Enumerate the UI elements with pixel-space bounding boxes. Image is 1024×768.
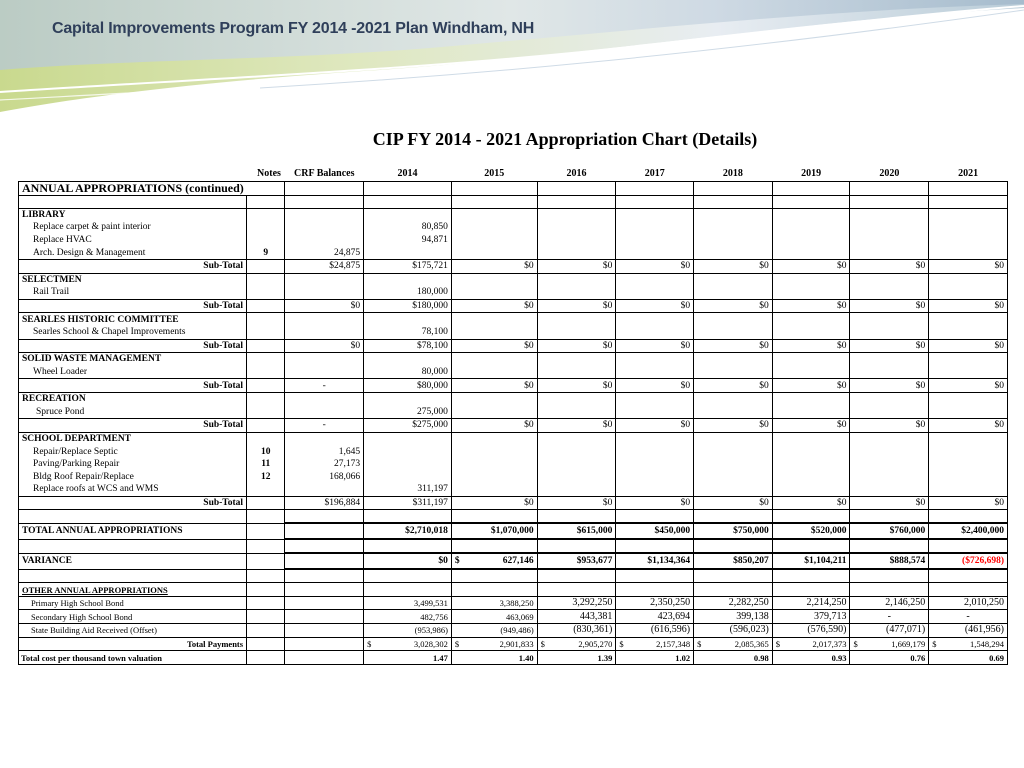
value-2014: 94,871 (364, 234, 452, 247)
payment-amount: 2,905,270 (578, 638, 613, 649)
subtotal-value: $0 (850, 496, 929, 510)
currency-symbol: $ (619, 638, 624, 649)
slide-title: Capital Improvements Program FY 2014 -2021 Plan Windham, NH (52, 20, 535, 37)
subtotal-value: $0 (451, 496, 537, 510)
table-row (19, 483, 1008, 496)
total-payments-row (19, 637, 1008, 651)
item-label: Primary High School Bond (19, 596, 247, 610)
item-label: State Building Aid Received (Offset) (19, 624, 247, 638)
value-2014: 80,000 (364, 366, 452, 379)
payment-amount: 2,157,348 (656, 638, 691, 649)
total-appropriations-row (19, 523, 1008, 539)
subtotal-value: $0 (694, 259, 773, 273)
bond-value: 3,388,250 (451, 596, 537, 610)
note-number: 11 (247, 458, 285, 471)
subtotal-value: $80,000 (364, 379, 452, 393)
payment-value (451, 637, 537, 651)
value-2014: 80,850 (364, 221, 452, 234)
header-crf: CRF Balances (294, 167, 355, 179)
subtotal-value: $0 (929, 496, 1008, 510)
subtotal-value: $0 (616, 299, 694, 313)
item-label: Arch. Design & Management (19, 246, 247, 259)
table-row (19, 445, 1008, 458)
aid-value: (830,361) (537, 624, 616, 638)
rate-value: 0.76 (850, 651, 929, 665)
value-2014: 78,100 (364, 326, 452, 339)
subtotal-value: $0 (929, 419, 1008, 433)
crf-balance: 1,645 (285, 445, 364, 458)
total-value: $760,000 (850, 523, 929, 539)
subtotal-value: $0 (850, 419, 929, 433)
header-year: 2021 (958, 167, 979, 179)
variance-value: $1,134,364 (616, 553, 694, 569)
subtotal-row (19, 299, 1008, 313)
subtotal-value: $180,000 (364, 299, 452, 313)
header-year: 2020 (879, 167, 900, 179)
total-value: $450,000 (616, 523, 694, 539)
subtotal-value: $0 (451, 299, 537, 313)
subtotal-row (19, 419, 1008, 433)
subtotal-value: $0 (451, 419, 537, 433)
variance-value: $953,677 (537, 553, 616, 569)
bond-value: 2,350,250 (616, 596, 694, 610)
subtotal-value: $0 (929, 299, 1008, 313)
note-number: 12 (247, 470, 285, 483)
subtotal-value: $0 (772, 379, 850, 393)
aid-value: (596,023) (694, 624, 773, 638)
subtotal-label: Sub-Total (19, 339, 247, 353)
table-row (19, 221, 1008, 234)
bond-value: 3,292,250 (537, 596, 616, 610)
rate-value: 1.39 (537, 651, 616, 665)
subtotal-value: $275,000 (364, 419, 452, 433)
subtotal-value: $0 (451, 339, 537, 353)
currency-symbol: $ (367, 638, 372, 649)
crf-balance: 27,173 (285, 458, 364, 471)
table-row (19, 610, 1008, 624)
bond-value: 399,138 (694, 610, 773, 624)
total-value: $520,000 (772, 523, 850, 539)
payment-value (616, 637, 694, 651)
subtotal-value: $0 (850, 299, 929, 313)
subtotal-value: $0 (537, 379, 616, 393)
item-label: Paving/Parking Repair (19, 458, 247, 471)
section-header-solid-waste (19, 353, 1008, 366)
subtotal-value: $0 (694, 339, 773, 353)
crf-balance: $196,884 (285, 496, 364, 510)
total-value: $2,400,000 (929, 523, 1008, 539)
variance-value: $888,574 (850, 553, 929, 569)
header-year: 2019 (801, 167, 822, 179)
section-header-searles (19, 313, 1008, 326)
variance-value-2015 (451, 553, 537, 569)
section-header-selectmen (19, 273, 1008, 286)
subtotal-value: $0 (772, 496, 850, 510)
payment-amount: 1,548,294 (970, 638, 1004, 649)
header-row (19, 166, 1008, 182)
crf-balance: - (285, 379, 364, 393)
bond-value: - (850, 610, 929, 624)
table-row (19, 624, 1008, 638)
currency-symbol: $ (697, 638, 702, 649)
payment-value (537, 637, 616, 651)
currency-symbol: $ (853, 638, 858, 649)
aid-value: (461,956) (929, 624, 1008, 638)
section-title: ANNUAL APPROPRIATIONS (continued) (19, 182, 285, 196)
rate-value: 0.93 (772, 651, 850, 665)
subtotal-value: $0 (772, 259, 850, 273)
crf-balance: $24,875 (285, 259, 364, 273)
rate-value: 0.98 (694, 651, 773, 665)
item-label: Searles School & Chapel Improvements (19, 326, 247, 339)
section-header-recreation (19, 392, 1008, 405)
bond-value: - (929, 610, 1008, 624)
total-value: $750,000 (694, 523, 773, 539)
aid-value: (949,486) (451, 624, 537, 638)
section-title: SELECTMEN (19, 273, 247, 286)
item-label: Replace HVAC (19, 234, 247, 247)
subtotal-value: $0 (537, 339, 616, 353)
currency-symbol: $ (932, 638, 937, 649)
subtotal-value: $78,100 (364, 339, 452, 353)
bond-value: 3,499,531 (364, 596, 452, 610)
subtotal-label: Sub-Total (19, 379, 247, 393)
subtotal-value: $0 (929, 379, 1008, 393)
value-2014: 180,000 (364, 286, 452, 299)
item-label: Spruce Pond (19, 406, 247, 419)
spacer-row (19, 510, 1008, 524)
appropriation-table (18, 166, 1008, 665)
aid-value: (477,071) (850, 624, 929, 638)
rate-value: 1.40 (451, 651, 537, 665)
payment-value (694, 637, 773, 651)
subtotal-value: $0 (616, 339, 694, 353)
bond-value: 379,713 (772, 610, 850, 624)
table-row (19, 366, 1008, 379)
table-row (19, 286, 1008, 299)
rate-value: 1.02 (616, 651, 694, 665)
spacer-row (19, 195, 1008, 208)
crf-balance: 168,066 (285, 470, 364, 483)
spacer-row (19, 539, 1008, 553)
item-label: Wheel Loader (19, 366, 247, 379)
aid-value: (576,590) (772, 624, 850, 638)
subtotal-value: $0 (537, 259, 616, 273)
subtotal-value: $0 (850, 339, 929, 353)
total-value: $1,070,000 (451, 523, 537, 539)
subtotal-value: $0 (850, 379, 929, 393)
subtotal-label: Sub-Total (19, 419, 247, 433)
section-title: OTHER ANNUAL APPROPRIATIONS (19, 583, 247, 597)
subtotal-label: Sub-Total (19, 259, 247, 273)
section-header-other (19, 583, 1008, 597)
value-2014: 311,197 (364, 483, 452, 496)
bond-value: 423,694 (616, 610, 694, 624)
subtotal-value: $0 (616, 259, 694, 273)
subtotal-value: $0 (537, 299, 616, 313)
subtotal-value: $0 (537, 496, 616, 510)
header-year: 2018 (722, 167, 743, 179)
section-title: LIBRARY (19, 208, 247, 221)
subtotal-value: $0 (772, 299, 850, 313)
note-number: 10 (247, 445, 285, 458)
item-label: Secondary High School Bond (19, 610, 247, 624)
crf-balance: - (285, 419, 364, 433)
subtotal-value: $175,721 (364, 259, 452, 273)
item-label: Total Payments (19, 637, 247, 651)
bond-value: 2,146,250 (850, 596, 929, 610)
subtotal-value: $0 (694, 419, 773, 433)
variance-value: $0 (364, 553, 452, 569)
bond-value: 2,010,250 (929, 596, 1008, 610)
subtotal-value: $311,197 (364, 496, 452, 510)
payment-value (850, 637, 929, 651)
payment-amount: 2,085,365 (734, 638, 769, 649)
bond-value: 443,381 (537, 610, 616, 624)
payment-amount: 3,028,302 (413, 638, 448, 649)
subtotal-row (19, 339, 1008, 353)
note-number: 9 (247, 246, 285, 259)
subtotal-value: $0 (772, 339, 850, 353)
crf-balance: $0 (285, 339, 364, 353)
currency-symbol: $ (454, 556, 460, 567)
variance-row (19, 553, 1008, 569)
payment-value (772, 637, 850, 651)
section-title: RECREATION (19, 392, 247, 405)
subtotal-value: $0 (694, 496, 773, 510)
variance-value: $1,104,211 (772, 553, 850, 569)
subtotal-value: $0 (694, 379, 773, 393)
rate-value: 0.69 (929, 651, 1008, 665)
table-row (19, 470, 1008, 483)
variance-label: VARIANCE (19, 553, 247, 569)
value-2014: 275,000 (364, 406, 452, 419)
variance-amount: 627,146 (502, 556, 534, 567)
payment-value (364, 637, 452, 651)
section-header-school (19, 432, 1008, 445)
item-label: Total cost per thousand town valuation (19, 651, 247, 665)
variance-value-negative: ($726,698) (929, 553, 1008, 569)
item-label: Rail Trail (19, 286, 247, 299)
subtotal-value: $0 (616, 419, 694, 433)
crf-balance: $0 (285, 299, 364, 313)
subtotal-value: $0 (929, 339, 1008, 353)
currency-symbol: $ (775, 638, 781, 649)
subtotal-value: $0 (616, 379, 694, 393)
table-row (19, 596, 1008, 610)
payment-value (929, 637, 1008, 651)
bond-value: 2,282,250 (694, 596, 773, 610)
bond-value: 2,214,250 (772, 596, 850, 610)
header-year: 2017 (644, 167, 665, 179)
rate-value: 1.47 (364, 651, 452, 665)
table-row (19, 458, 1008, 471)
chart-title: CIP FY 2014 - 2021 Appropriation Chart (Details) (372, 129, 758, 149)
total-value: $2,710,018 (364, 523, 452, 539)
header-year: 2014 (397, 167, 418, 179)
subtotal-row (19, 496, 1008, 510)
payment-amount: 2,017,373 (812, 638, 847, 649)
bond-value: 482,756 (364, 610, 452, 624)
subtotal-value: $0 (929, 259, 1008, 273)
section-header-library (19, 208, 1008, 221)
subtotal-value: $0 (694, 299, 773, 313)
subtotal-label: Sub-Total (19, 299, 247, 313)
subtotal-value: $0 (616, 496, 694, 510)
subtotal-value: $0 (451, 259, 537, 273)
variance-value: $850,207 (694, 553, 773, 569)
currency-symbol: $ (540, 638, 545, 649)
subtotal-row (19, 259, 1008, 273)
payment-amount: 1,669,179 (891, 638, 926, 649)
total-label: TOTAL ANNUAL APPROPRIATIONS (19, 523, 247, 539)
table-row (19, 246, 1008, 259)
payment-amount: 2,901,833 (499, 638, 534, 649)
subtotal-value: $0 (850, 259, 929, 273)
section-title: SCHOOL DEPARTMENT (19, 432, 247, 445)
item-label: Replace roofs at WCS and WMS (19, 483, 247, 496)
section-title: SOLID WASTE MANAGEMENT (19, 353, 247, 366)
spacer-row (19, 569, 1008, 583)
section-title: SEARLES HISTORIC COMMITTEE (19, 313, 247, 326)
header-year: 2016 (566, 167, 587, 179)
subtotal-value: $0 (772, 419, 850, 433)
table-row (19, 234, 1008, 247)
aid-value: (616,596) (616, 624, 694, 638)
item-label: Replace carpet & paint interior (19, 221, 247, 234)
subtotal-label: Sub-Total (19, 496, 247, 510)
header-banner-swoosh (0, 0, 1024, 120)
currency-symbol: $ (454, 638, 460, 649)
subtotal-value: $0 (451, 379, 537, 393)
subtotal-value: $0 (537, 419, 616, 433)
total-value: $615,000 (537, 523, 616, 539)
header-year: 2015 (484, 167, 505, 179)
table-row (19, 326, 1008, 339)
item-label: Repair/Replace Septic (19, 445, 247, 458)
bond-value: 463,069 (451, 610, 537, 624)
header-notes: Notes (257, 167, 281, 179)
table-row (19, 406, 1008, 419)
aid-value: (953,986) (364, 624, 452, 638)
cost-per-thousand-row (19, 651, 1008, 665)
crf-balance: 24,875 (285, 246, 364, 259)
item-label: Bldg Roof Repair/Replace (19, 470, 247, 483)
subtotal-row (19, 379, 1008, 393)
section-header-annual (19, 182, 1008, 196)
